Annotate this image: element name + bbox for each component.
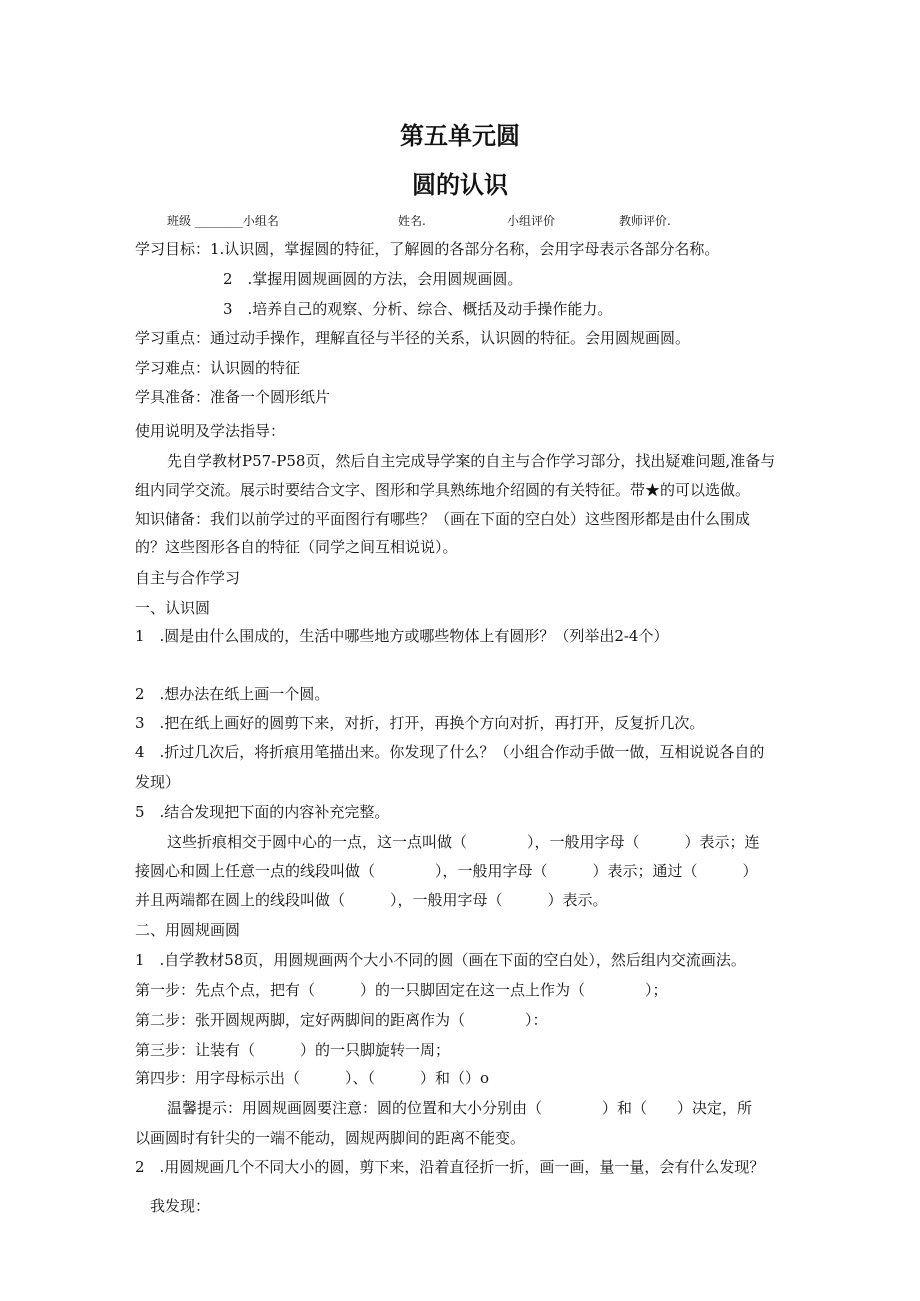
class-group-label: 班级 ________小组名 <box>167 214 279 228</box>
compass-question-2: 2 .用圆规画几个不同大小的圆，剪下来，沿着直径折一折，画一画，量一量，会有什么发现？ <box>135 1158 765 1176</box>
step-1: 第一步：先点个点，把有（ ）的一只脚固定在这一点上作为（ ）； <box>135 981 668 999</box>
guidance-text-2: 组内同学交流。展示时要结合文字、图形和学具熟练地介绍圆的有关特征。带★的可以选做。 <box>135 481 751 499</box>
compass-question-1: 1 .自学教材58页，用圆规画两个大小不同的圆（画在下面的空白处），然后组内交流画法。 <box>135 951 746 969</box>
self-study-heading: 自主与合作学习 <box>135 569 241 587</box>
step-2: 第二步：张开圆规两脚，定好两脚间的距离作为（ ）： <box>135 1011 548 1029</box>
question-3: 3 .把在纸上画好的圆剪下来，对折，打开，再换个方向对折，再打开，反复折几次。 <box>135 714 705 732</box>
question-5: 5 .结合发现把下面的内容补充完整。 <box>135 803 390 821</box>
step-3: 第三步：让装有（ ）的一只脚旋转一周； <box>135 1041 451 1059</box>
student-name-label: 姓名. <box>398 214 426 228</box>
question-4-continued: 发现） <box>135 773 181 791</box>
fill-blank-3: 并且两端都在圆上的线段叫做（ ），一般用字母（ ）表示。 <box>135 891 608 909</box>
prior-knowledge-2: 的？这些图形各自的特征（同学之间互相说说）。 <box>135 538 458 556</box>
question-2: 2 .想办法在纸上画一个圆。 <box>135 685 330 703</box>
question-4: 4 .折过几次后，将折痕用笔描出来。你发现了什么？（小组合作动手做一做，互相说说各自的 <box>135 743 765 761</box>
teacher-evaluation-label: 教师评价. <box>619 214 671 228</box>
guidance-text-1: 先自学教材P57-P58页，然后自主完成导学案的自主与合作学习部分，找出疑难问题,准备与 <box>167 452 776 470</box>
learning-objective-1: 学习目标：1.认识圆，掌握圆的特征，了解圆的各部分名称，会用字母表示各部分名称。 <box>135 240 720 258</box>
prior-knowledge-1: 知识储备：我们以前学过的平面图行有哪些？（画在下面的空白处）这些图形都是由什么围成 <box>135 510 751 528</box>
fill-blank-2: 接圆心和圆上任意一点的线段叫做（ ），一般用字母（ ）表示；通过（ ） <box>135 862 758 880</box>
question-1: 1 .圆是由什么围成的，生活中哪些地方或哪些物体上有圆形？（列举出2-4个） <box>135 627 669 645</box>
section-two-heading: 二、用圆规画圆 <box>135 921 241 939</box>
group-evaluation-label: 小组评价 <box>507 214 556 228</box>
lesson-title: 圆的认识 <box>412 171 508 199</box>
fill-blank-1: 这些折痕相交于圆中心的一点，这一点叫做（ ），一般用字母（ ）表示；连 <box>167 833 760 851</box>
unit-title: 第五单元圆 <box>400 122 520 150</box>
section-one-heading: 一、认识圆 <box>135 599 211 617</box>
tip-1: 温馨提示：用圆规画圆要注意：圆的位置和大小分别由（ ）和（ ）决定，所 <box>167 1099 753 1117</box>
learning-objective-2: 2 .掌握用圆规画圆的方法，会用圆规画圆。 <box>223 270 523 288</box>
learning-objective-3: 3 .培养自己的观察、分析、综合、概括及动手操作能力。 <box>223 300 613 318</box>
difficult-point: 学习难点：认识圆的特征 <box>135 359 301 377</box>
key-point: 学习重点：通过动手操作，理解直径与半径的关系，认识圆的特征。会用圆规画圆。 <box>135 329 691 347</box>
guidance-heading: 使用说明及学法指导： <box>135 422 286 440</box>
step-4: 第四步：用字母标示出（ ）、（ ）和（）o <box>135 1069 490 1087</box>
materials: 学具准备：准备一个圆形纸片 <box>135 388 331 406</box>
tip-2: 以画圆时有针尖的一端不能动，圆规两脚间的距离不能变。 <box>135 1129 526 1147</box>
my-discovery-label: 我发现： <box>150 1197 211 1215</box>
